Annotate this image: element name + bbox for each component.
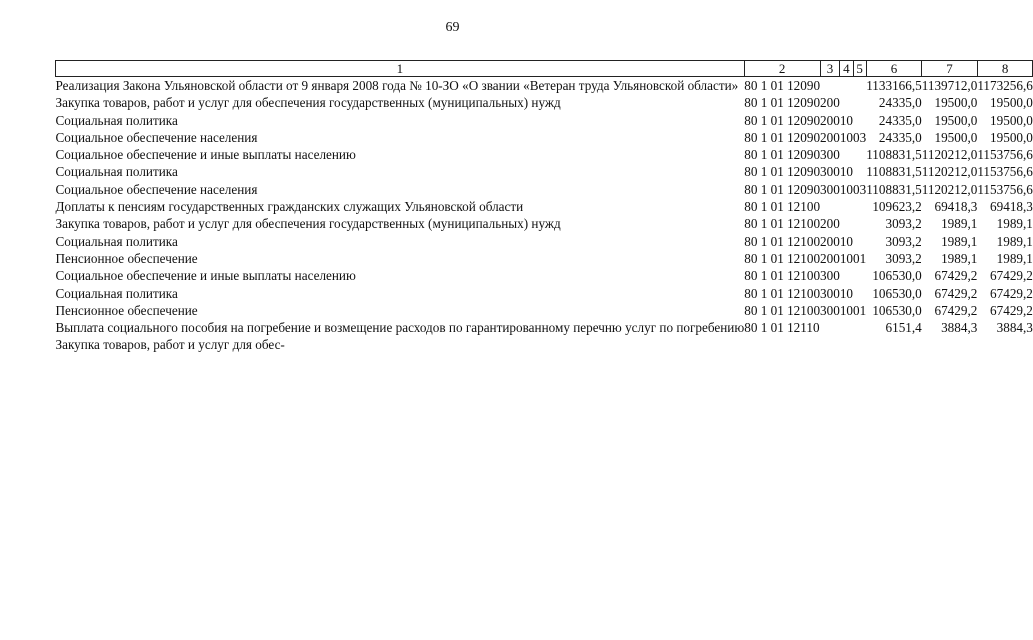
row-amount-year1: 106530,0 bbox=[872, 268, 922, 284]
row-amount-year2: 1120212,0 bbox=[921, 164, 978, 180]
row-name: Социальная политика bbox=[55, 164, 178, 180]
row-amount-year3: 1173256,6 bbox=[977, 78, 1033, 93]
row-amount-year2: 1120212,0 bbox=[921, 147, 978, 163]
row-amount-year2: 19500,0 bbox=[934, 95, 978, 111]
row-pr-code bbox=[853, 112, 866, 129]
row-name: Пенсионное обеспечение bbox=[55, 302, 198, 318]
row-name: Социальное обеспечение и иные выплаты населению bbox=[55, 147, 356, 163]
row-pr-code bbox=[853, 77, 866, 95]
row-name: Закупка товаров, работ и услуг для обеспечения государственных (муниципальных) нужд bbox=[55, 95, 561, 111]
row-vr-code: 300 bbox=[820, 285, 840, 301]
table-row bbox=[56, 250, 1033, 267]
row-vr-code bbox=[820, 319, 840, 336]
col-header-year3: 8 bbox=[977, 61, 1033, 77]
row-csr-code: 80 1 01 12110 bbox=[744, 320, 820, 336]
col-header-csr: 2 bbox=[744, 61, 820, 77]
row-amount-year1: 106530,0 bbox=[872, 285, 922, 301]
row-amount-year3: 1989,1 bbox=[996, 233, 1033, 249]
row-csr-code: 80 1 01 12100 bbox=[744, 285, 821, 301]
row-csr-code: 80 1 01 12090 bbox=[744, 95, 821, 111]
row-csr-code: 80 1 01 12100 bbox=[744, 268, 821, 284]
row-vr-code: 200 bbox=[820, 95, 840, 111]
row-amount-year3: 1153756,6 bbox=[977, 147, 1033, 163]
row-vr-code bbox=[820, 198, 840, 215]
row-amount-year1: 24335,0 bbox=[878, 129, 922, 145]
row-vr-code bbox=[820, 336, 840, 353]
row-rz-code bbox=[840, 77, 853, 95]
row-name: Социальная политика bbox=[55, 285, 178, 301]
row-name: Социальное обеспечение населения bbox=[55, 181, 258, 197]
row-rz-code: 10 bbox=[839, 112, 854, 128]
row-vr-code: 300 bbox=[820, 164, 840, 180]
row-rz-code: 10 bbox=[839, 285, 854, 301]
table-row bbox=[56, 319, 1033, 336]
row-pr-code bbox=[853, 285, 866, 302]
row-pr-code bbox=[853, 94, 866, 111]
row-rz-code bbox=[840, 336, 853, 353]
row-rz-code: 10 bbox=[839, 233, 854, 249]
row-amount-year2: 1139712,0 bbox=[921, 78, 978, 93]
row-amount-year3: 1989,1 bbox=[996, 250, 1033, 266]
col-header-vr: 3 bbox=[820, 61, 840, 77]
row-vr-code: 300 bbox=[820, 302, 840, 318]
row-rz-code bbox=[840, 215, 853, 232]
table-row bbox=[56, 163, 1033, 180]
table-header-row bbox=[56, 61, 1033, 77]
col-header-year1: 6 bbox=[866, 61, 922, 77]
row-amount-year1: 24335,0 bbox=[878, 112, 922, 128]
row-name: Социальное обеспечение населения bbox=[55, 129, 258, 145]
row-name: Закупка товаров, работ и услуг для обеспечения государственных (муниципальных) нужд bbox=[55, 216, 561, 232]
row-amount-year3: 1989,1 bbox=[996, 216, 1033, 232]
row-amount-year2: 1989,1 bbox=[941, 216, 978, 232]
row-rz-code bbox=[840, 198, 853, 215]
row-pr-code bbox=[853, 215, 866, 232]
row-name: Закупка товаров, работ и услуг для обес- bbox=[55, 337, 285, 353]
row-amount-year1 bbox=[866, 336, 922, 353]
page-number: 69 bbox=[445, 20, 460, 35]
row-csr-code: 80 1 01 12100 bbox=[744, 250, 821, 266]
table-row bbox=[56, 112, 1033, 129]
row-name: Выплата социального пособия на погребение и возмещение расходов по гарантированному перечню услуг по погребению bbox=[55, 320, 745, 336]
table-row bbox=[56, 285, 1033, 302]
row-pr-code: 01 bbox=[853, 302, 867, 318]
col-header-pr: 5 bbox=[853, 61, 866, 77]
table-row bbox=[56, 267, 1033, 284]
row-csr-code: 80 1 01 12100 bbox=[744, 233, 821, 249]
row-amount-year1: 6151,4 bbox=[885, 320, 922, 336]
row-vr-code: 200 bbox=[820, 250, 840, 266]
table-row bbox=[56, 146, 1033, 163]
row-amount-year3: 67429,2 bbox=[990, 302, 1033, 318]
row-amount-year1: 1108831,5 bbox=[866, 147, 922, 163]
row-csr-code: 80 1 01 12090 bbox=[744, 78, 821, 93]
row-amount-year2: 67429,2 bbox=[934, 285, 978, 301]
row-amount-year1: 3093,2 bbox=[885, 216, 922, 232]
row-pr-code bbox=[853, 319, 866, 336]
row-name: Реализация Закона Ульяновской области от 9 января 2008 года № 10-ЗО «О звании «Ветеран труда Ульяновской области» bbox=[55, 78, 739, 93]
row-amount-year3: 67429,2 bbox=[990, 285, 1033, 301]
row-vr-code: 200 bbox=[820, 233, 840, 249]
row-amount-year2: 67429,2 bbox=[934, 302, 978, 318]
row-pr-code bbox=[853, 146, 866, 163]
row-amount-year1: 1108831,5 bbox=[866, 181, 922, 197]
row-amount-year3: 19500,0 bbox=[990, 95, 1033, 111]
row-amount-year3: 69418,3 bbox=[990, 199, 1033, 215]
row-pr-code: 03 bbox=[853, 129, 867, 145]
row-amount-year2: 19500,0 bbox=[934, 112, 978, 128]
row-rz-code: 10 bbox=[839, 129, 854, 145]
row-pr-code bbox=[853, 233, 866, 250]
row-name: Социальная политика bbox=[55, 233, 178, 249]
row-amount-year2 bbox=[922, 336, 978, 353]
row-amount-year1: 1133166,5 bbox=[866, 78, 922, 93]
table-row bbox=[56, 302, 1033, 319]
row-name: Социальная политика bbox=[55, 112, 178, 128]
row-amount-year3: 67429,2 bbox=[990, 268, 1033, 284]
row-vr-code: 200 bbox=[820, 129, 840, 145]
budget-table bbox=[55, 60, 1033, 354]
row-amount-year3: 1153756,6 bbox=[977, 181, 1033, 197]
row-csr-code: 80 1 01 12090 bbox=[744, 181, 821, 197]
row-rz-code bbox=[840, 146, 853, 163]
table-row bbox=[56, 181, 1033, 198]
row-amount-year2: 1989,1 bbox=[941, 233, 978, 249]
row-amount-year3: 19500,0 bbox=[990, 129, 1033, 145]
row-rz-code: 10 bbox=[839, 164, 854, 180]
row-vr-code: 300 bbox=[820, 181, 840, 197]
row-name: Социальное обеспечение и иные выплаты населению bbox=[55, 268, 356, 284]
row-csr-code: 80 1 01 12100 bbox=[744, 216, 821, 232]
row-csr-code: 80 1 01 12090 bbox=[744, 112, 821, 128]
row-amount-year3: 3884,3 bbox=[996, 320, 1033, 336]
table-row bbox=[56, 77, 1033, 95]
row-csr-code: 80 1 01 12090 bbox=[744, 147, 821, 163]
row-amount-year1: 106530,0 bbox=[872, 302, 922, 318]
row-rz-code: 10 bbox=[839, 250, 854, 266]
row-amount-year3 bbox=[977, 336, 1033, 353]
row-amount-year2: 1120212,0 bbox=[921, 181, 978, 197]
row-amount-year3: 19500,0 bbox=[990, 112, 1033, 128]
row-amount-year1: 3093,2 bbox=[885, 233, 922, 249]
row-pr-code: 01 bbox=[853, 250, 867, 266]
row-csr-code: 80 1 01 12100 bbox=[744, 199, 821, 215]
row-name: Пенсионное обеспечение bbox=[55, 250, 198, 266]
row-csr-code bbox=[744, 336, 820, 353]
row-name: Доплаты к пенсиям государственных гражданских служащих Ульяновской области bbox=[55, 199, 524, 215]
row-vr-code bbox=[820, 77, 840, 95]
row-amount-year2: 69418,3 bbox=[934, 199, 978, 215]
col-header-year2: 7 bbox=[922, 61, 978, 77]
col-header-name: 1 bbox=[56, 61, 745, 77]
row-amount-year2: 1989,1 bbox=[941, 250, 978, 266]
row-rz-code bbox=[840, 319, 853, 336]
table-body bbox=[56, 77, 1033, 354]
table-row bbox=[56, 336, 1033, 353]
row-rz-code bbox=[840, 267, 853, 284]
row-pr-code bbox=[853, 163, 866, 180]
row-vr-code: 200 bbox=[820, 112, 840, 128]
row-csr-code: 80 1 01 12100 bbox=[744, 302, 821, 318]
row-amount-year1: 3093,2 bbox=[885, 250, 922, 266]
row-pr-code bbox=[853, 198, 866, 215]
row-vr-code: 300 bbox=[820, 147, 840, 163]
table-row bbox=[56, 94, 1033, 111]
row-amount-year1: 109623,2 bbox=[872, 199, 922, 215]
row-csr-code: 80 1 01 12090 bbox=[744, 164, 821, 180]
col-header-rz: 4 bbox=[840, 61, 853, 77]
row-csr-code: 80 1 01 12090 bbox=[744, 129, 821, 145]
table-row bbox=[56, 233, 1033, 250]
row-amount-year3: 1153756,6 bbox=[977, 164, 1033, 180]
table-row bbox=[56, 198, 1033, 215]
row-amount-year2: 67429,2 bbox=[934, 268, 978, 284]
row-amount-year2: 19500,0 bbox=[934, 129, 978, 145]
row-amount-year2: 3884,3 bbox=[941, 320, 978, 336]
row-pr-code bbox=[853, 267, 866, 284]
row-rz-code: 10 bbox=[839, 181, 854, 197]
row-vr-code: 200 bbox=[820, 216, 840, 232]
row-vr-code: 300 bbox=[820, 268, 840, 284]
row-amount-year1: 24335,0 bbox=[878, 95, 922, 111]
row-amount-year1: 1108831,5 bbox=[866, 164, 922, 180]
row-rz-code bbox=[840, 94, 853, 111]
row-rz-code: 10 bbox=[839, 302, 854, 318]
row-pr-code: 03 bbox=[853, 181, 867, 197]
row-pr-code bbox=[853, 336, 866, 353]
table-row bbox=[56, 215, 1033, 232]
table-row bbox=[56, 129, 1033, 146]
